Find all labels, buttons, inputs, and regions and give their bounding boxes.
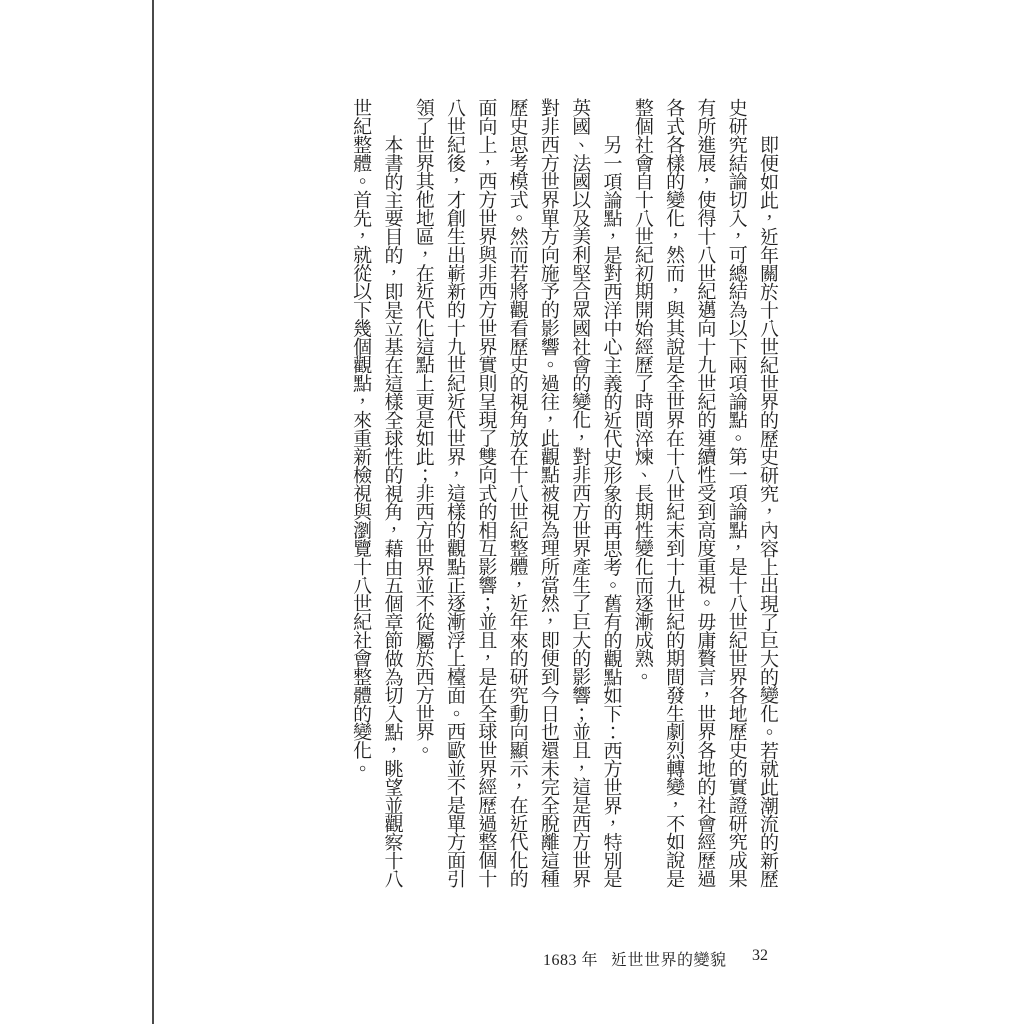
page-number: 32: [752, 947, 768, 964]
running-head-title: 近世世界的變貌: [611, 952, 727, 969]
running-head-year: 1683 年: [543, 952, 599, 969]
paragraph-1: 即便如此，近年關於十八世紀世界的歷史研究，內容上出現了巨大的變化。若就此潮流的新歷史研究結論切入，可總結為以下兩項論點。第一項論點，是十八世紀世界各地歷史的實證研究成果有所進展，使得十八世紀邁向十九世紀的連續性受到高度重視。毋庸贅言，世界各地的社會經歷過各式各樣的變化，然而，與其說是全世界在十八世紀末到十九世紀的期間發生劇烈轉變，不如說是整個社會自十八世紀初期開始經歷了時間淬煉、長期性變化而逐漸成熟。: [631, 98, 778, 888]
running-head: [543, 947, 727, 970]
paragraph-3: 本書的主要目的，即是立基在這樣全球性的視角，藉由五個章節做為切入點，眺望並觀察十八世紀整體。首先，就從以下幾個觀點，來重新檢視與瀏覽十八世紀社會整體的變化。: [350, 98, 403, 888]
paragraph-2: 另一項論點，是對西洋中心主義的近代史形象的再思考。舊有的觀點如下：西方世界，特別是英國、法國以及美利堅合眾國社會的變化，對非西方世界產生了巨大的影響；並且，這是西方世界對非西方世界單方向施予的影響。過往，此觀點被視為理所當然，即便到今日也還未完全脫離這種歷史思考模式。然而若將觀看歷史的視角放在十八世紀整體，近年來的研究動向顯示，在近代化的面向上，西方世界與非西方世界實則呈現了雙向式的相互影響；並且，是在全球世界經歷過整個十八世紀後，才創生出嶄新的十九世紀近代世界，這樣的觀點正逐漸浮上檯面。西歐並不是單方面引領了世界其他地區，在近代化這點上更是如此；非西方世界並不從屬於西方世界。: [412, 98, 622, 888]
body-text: [343, 98, 783, 890]
page-gutter-line: [152, 0, 154, 1024]
